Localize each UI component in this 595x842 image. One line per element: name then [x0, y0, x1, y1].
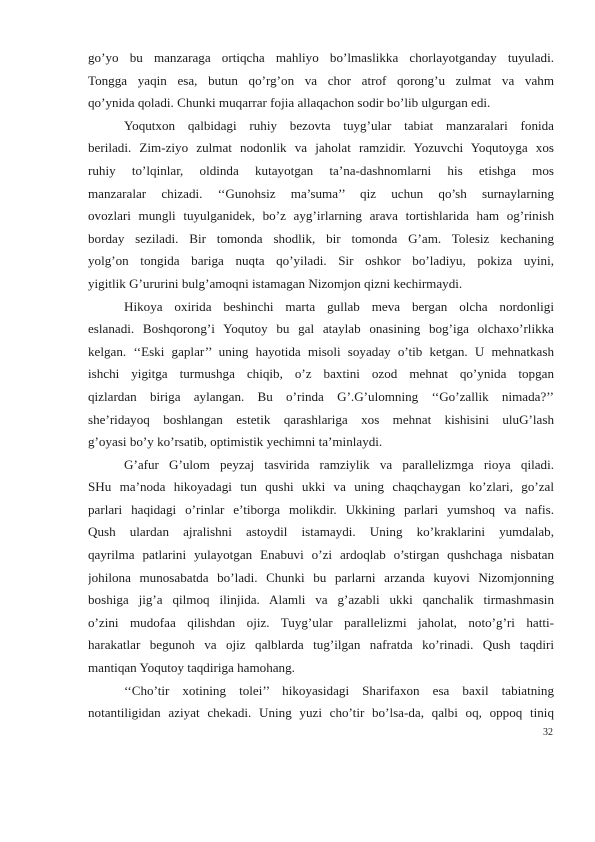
- text-line: johilona munosabatda bo’ladi. Chunki bu parlarni arzanda kuyovi Nizomjonning: [88, 569, 554, 585]
- text-line: manzaralar chizadi. ‘‘Gunohsiz ma’suma’’ qiz uchun qo’sh surnaylarning: [88, 185, 554, 201]
- text-line: Tongga yaqin esa, butun qo’rg’on va chor atrof qorong’u zulmat va vahm: [88, 72, 554, 88]
- text-line: qo’ynida qoladi. Chunki muqarrar fojia allaqachon sodir bo’lib ulgurgan edi.: [88, 95, 491, 111]
- text-line: go’yo bu manzaraga ortiqcha mahliyo bo’lmaslikka chorlayotganday tuyuladi.: [88, 50, 554, 65]
- text-line: she’ridayoq boshlangan estetik qarashlariga xos mehnat kishisini uluG’lash: [88, 411, 554, 427]
- text-line: kelgan. ‘‘Eski gaplar’’ uning hayotida misoli soyaday o’tib ketgan. U mehnatkash: [88, 343, 554, 359]
- text-line: notantiligidan aziyat chekadi. Uning yuzi cho’tir bo’lsa-da, qalbi oq, oppoq tiniq: [88, 705, 554, 721]
- text-line: eslanadi. Boshqorong’i Yoqutoy bu gal ataylab onasining bog’iga olchaxo’rlikka: [88, 321, 554, 337]
- text-line: qayrilma patlarini yulayotgan Enabuvi o’zi ardoqlab o’stirgan qushchaga nisbatan: [88, 547, 554, 563]
- paragraph-first-line: ‘‘Cho’tir xotining tolei’’ hikoyasidagi Sharifaxon esa baxil tabiatning: [124, 682, 554, 698]
- text-line: beriladi. Zim-ziyo zulmat nodonlik va jaholat ramzidir. Yozuvchi Yoqutoyga xos: [88, 140, 554, 156]
- text-line: ovozlari mungli tuyulganidek, bo’z ayg’irlarning arava tortishlarida ham og’rinish: [88, 208, 554, 224]
- body-text: [88, 47, 554, 725]
- text-line: borday seziladi. Bir tomonda shodlik, bir tomonda G’am. Tolesiz kechaning: [88, 230, 554, 246]
- text-line: yigitlik G’ururini bulg’amoqni istamagan Nizomjon qizni kechirmaydi.: [88, 275, 463, 291]
- text-line: boshiga jig’a qilmoq ilinjida. Alamli va g’azabli ukki qanchalik tirmashmasin: [88, 592, 554, 608]
- text-line: mantiqan Yoqutoy taqdiriga hamohang.: [88, 660, 295, 676]
- text-line: o’zini mudofaa qilishdan ojiz. Tuyg’ular parallelizmi jaholat, noto’g’ri hatti-: [88, 614, 554, 630]
- text-line: qizlardan biriga aylangan. Bu o’rinda G’.G’ulomning ‘‘Go’zallik nimada?’’: [88, 388, 554, 404]
- text-line: Qush ulardan ajralishni astoydil istamaydi. Uning ko’kraklarini yumdalab,: [88, 524, 554, 540]
- paragraph-first-line: G’afur G’ulom peyzaj tasvirida ramziylik va parallelizmga rioya qiladi.: [124, 456, 554, 472]
- text-line: harakatlar begunoh va ojiz qalblarda tug’ilgan nafratda ko’rinadi. Qush taqdiri: [88, 637, 554, 653]
- text-line: ishchi yigitga turmushga chiqib, o’z baxtini ozod mehnat qo’ynida topgan: [88, 366, 554, 382]
- text-line: g’oyasi bo’y ko’rsatib, optimistik yechimni ta’minlaydi.: [88, 434, 383, 450]
- text-line: SHu ma’noda hikoyadagi tun qushi ukki va uning chaqchaygan ko’zlari, go’zal: [88, 479, 554, 495]
- text-line: parlari haqidagi o’rinlar e’tiborga molikdir. Ukkining parlari yumshoq va nafis.: [88, 501, 554, 517]
- text-line: yolg’on tongida bariga nuqta qo’yiladi. Sir oshkor bo’ladiyu, pokiza uyini,: [88, 253, 554, 269]
- paragraph-first-line: Yoqutxon qalbidagi ruhiy bezovta tuyg’ular tabiat manzaralari fonida: [124, 117, 554, 133]
- text-line: ruhiy to’lqinlar, oldinda kutayotgan ta’na-dashnomlarni his etishga mos: [88, 162, 554, 178]
- paragraph-first-line: Hikoya oxirida beshinchi marta gullab meva bergan olcha nordonligi: [124, 298, 554, 314]
- page-number: 32: [543, 727, 553, 738]
